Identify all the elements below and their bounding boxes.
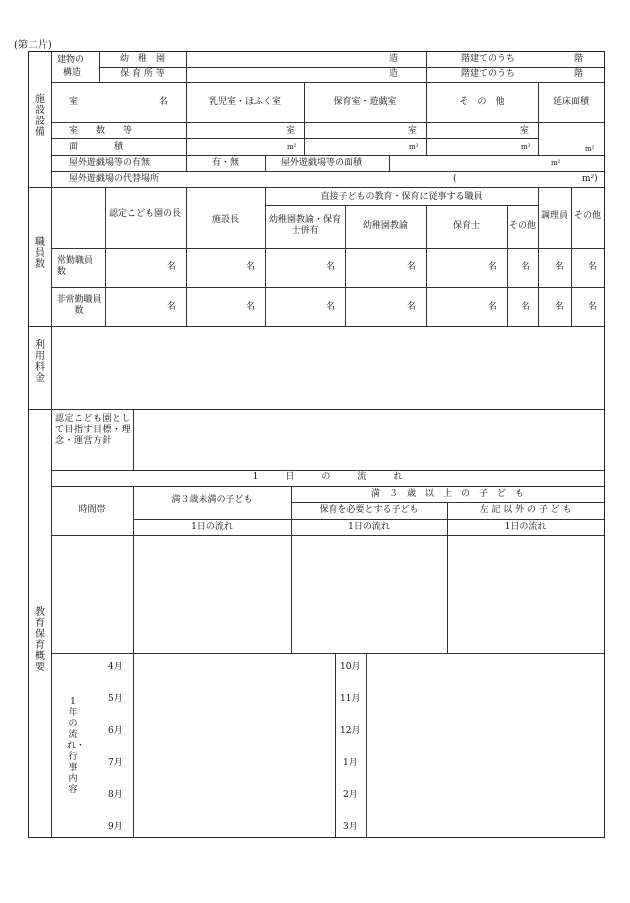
month-right: 10月 — [340, 662, 361, 672]
section-staff: 職員数 — [35, 237, 45, 270]
annual-label: 1年の流れ・行事内容 — [67, 697, 86, 795]
building-label-2: 構造 — [63, 68, 82, 78]
total-area-header: 延床面積 — [552, 97, 589, 107]
building-kindergarten: 幼 稚 園 — [119, 54, 165, 64]
separator-facility — [29, 187, 604, 188]
separator-fees — [29, 409, 604, 410]
month-right: 3月 — [343, 822, 358, 832]
staff-cook-header: 調理員 — [540, 211, 568, 221]
page-label: (第二片) — [14, 40, 52, 51]
flow-label-2: 1日の流れ — [348, 522, 390, 532]
month-left: 9月 — [108, 822, 123, 832]
section-facility: 施設設備 — [35, 94, 45, 138]
staff-nurse-header: 保育士 — [452, 221, 480, 231]
outdoor-alt-label: 屋外遊戯場の代替場所 — [69, 174, 160, 184]
form-frame: 施設設備 職員数 利用料金 教育保育概要 建物の 構造 幼 稚 園 保 育 所 等 造 造 階建てのうち 階建てのうち 階 階 室 名 乳児室・ほふく室 保育室・遊戯室 そ の 他 延床面積 室 数 等 室 室 室 面 積 m² m² m² m² 屋外遊戯場等の有無 有・無 屋外遊戯場等の面積 m² 屋外遊戯場の代替場所 ( m²) 認定こども園の長 施設長 直接子どもの教育・保育に従事する職員 幼稚園教諭・保育士併有 幼稚園教諭 保育士 その他 調理員 その他 常勤職員数 非常勤職員数 名 名 名 名 名 名 名 名 名 名 名 名 名 名 名 名 認定こども園として目指す目標・理念・運営方針 1 日 の 流 れ 時間帯 満３歳未満の子ども 満 ３ 歳 以 上 の 子 ど も 保育を必要とする子ども 左 記 以 外 の 子 ど も 1日の流れ 1日の流れ 1日の流れ 1年の流れ・行事内容 4月 5月 6月 7月 8月 9月 10月 11月 12月 1月 2月 3月 — [28, 51, 605, 838]
flow-label-1: 1日の流れ — [191, 522, 233, 532]
area-label: 面 積 — [69, 142, 124, 152]
staff-other2-header: その他 — [573, 211, 601, 221]
play-room-header: 保育室・遊戯室 — [333, 97, 397, 107]
goals-label: 認定こども園として目指す目標・理念・運営方針 — [55, 414, 132, 446]
other-room-header: そ の 他 — [459, 97, 505, 107]
month-left: 5月 — [108, 694, 123, 704]
others-header: 左 記 以 外 の 子 ど も — [479, 505, 572, 515]
section-column-divider — [51, 52, 52, 837]
month-left: 6月 — [108, 726, 123, 736]
outdoor-presence-label: 屋外遊戯場等の有無 — [69, 158, 151, 168]
time-slot-label: 時間帯 — [78, 505, 106, 515]
need-care-header: 保育を必要とする子ども — [319, 505, 419, 515]
month-left: 8月 — [108, 790, 123, 800]
month-left: 4月 — [108, 662, 123, 672]
building-label-1: 建物の — [57, 55, 85, 65]
staff-fulltime-label: 常勤職員数 — [57, 256, 94, 277]
over3-header: 満 ３ 歳 以 上 の 子 ど も — [370, 489, 524, 499]
infant-room-header: 乳児室・ほふく室 — [208, 97, 281, 107]
month-right: 11月 — [340, 694, 361, 704]
section-fees: 利用料金 — [35, 340, 45, 384]
staff-facility-head-header: 施設長 — [211, 215, 239, 225]
staff-director-header: 認定こども園の長 — [109, 209, 182, 219]
staff-teacher-header: 幼稚園教諭 — [362, 221, 408, 231]
month-right: 12月 — [340, 726, 361, 736]
outdoor-area-label: 屋外遊戯場等の面積 — [281, 158, 363, 168]
month-right: 1月 — [343, 758, 358, 768]
flow-label-3: 1日の流れ — [504, 522, 547, 532]
outdoor-presence-value: 有・無 — [211, 158, 239, 168]
month-right: 2月 — [343, 790, 358, 800]
separator-staff — [29, 326, 604, 327]
room-count-label: 室 数 等 — [69, 126, 133, 136]
building-nursery: 保 育 所 等 — [120, 69, 165, 79]
staff-teacher-nurse-header: 幼稚園教諭・保育士併有 — [268, 215, 341, 236]
month-left: 7月 — [108, 758, 123, 768]
staff-other-header: その他 — [508, 221, 536, 231]
under3-header: 満３歳未満の子ども — [171, 495, 253, 505]
daily-flow-header: 1 日 の 流 れ — [252, 472, 403, 482]
staff-direct-header: 直接子どもの教育・保育に従事する職員 — [320, 192, 483, 202]
section-overview: 教育保育概要 — [35, 607, 45, 673]
staff-parttime-label: 非常勤職員数 — [56, 295, 102, 316]
